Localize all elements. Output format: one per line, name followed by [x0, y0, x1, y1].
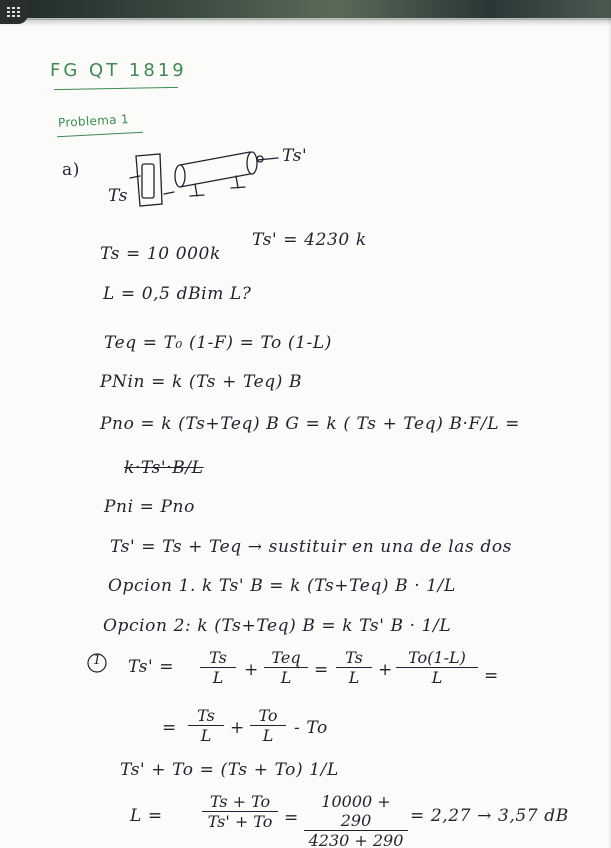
fraction-numerator: 10000 + 290 [304, 792, 408, 831]
teq-equation: Teq = T₀ (1-F) = To (1-L) [104, 333, 333, 353]
given-ts: Ts = 10 000k [100, 244, 221, 264]
pnin-equation: PNin = k (Ts + Teq) B [100, 372, 303, 392]
fraction-to-1-l-over-l [396, 648, 478, 687]
plus-sign: + [230, 718, 245, 738]
fraction-ts-over-l [336, 648, 372, 687]
fraction-denominator: L [348, 668, 360, 687]
fraction-denominator: L [212, 668, 224, 687]
step3-equation: Ts' + To = (Ts + To) 1/L [120, 760, 339, 780]
fraction-denominator: Ts' + To [207, 812, 273, 831]
problem-underline [57, 132, 143, 137]
circled-number: 1 [93, 653, 102, 668]
plus-sign: + [244, 660, 259, 680]
option-1: Opcion 1. k Ts' B = k (Ts+Teq) B · 1/L [108, 576, 456, 596]
step4-lhs: L = [130, 806, 163, 826]
pni-equals-pno: Pni = Pno [104, 497, 195, 517]
problem-label: Problema 1 [57, 112, 130, 130]
scan-top-band [0, 0, 611, 20]
struck-expression: k·Ts'·B/L [124, 458, 204, 478]
plus-sign: + [378, 660, 393, 680]
given-ts-prime: Ts' = 4230 k [252, 230, 367, 250]
title-underline [54, 87, 178, 90]
fraction-denominator: L [280, 668, 292, 687]
minus-to: - To [294, 718, 328, 738]
step1-lhs: Ts' = [128, 657, 175, 677]
equals-sign: = [314, 660, 329, 680]
fraction-numerator: Ts [188, 706, 224, 726]
fraction-to-over-l [250, 706, 286, 745]
fraction-numerator: Teq [264, 648, 308, 668]
equals-sign: = [284, 808, 299, 828]
fraction-ts-over-l [188, 706, 224, 745]
fraction-numerator: To [250, 706, 286, 726]
equals-sign: = [484, 666, 499, 686]
attenuator-diagram [100, 138, 290, 218]
equals-sign: = [162, 718, 177, 738]
fraction-teq-over-l [264, 648, 308, 687]
part-label: a) [62, 160, 80, 180]
fraction-numeric-values [304, 792, 408, 848]
fraction-denominator: L [200, 726, 212, 745]
scan-shadow [0, 18, 611, 26]
keypad-icon [0, 0, 28, 24]
fraction-numerator: To(1-L) [396, 648, 478, 668]
ts-prime-equation: Ts' = Ts + Teq → sustituir en una de las dos [110, 537, 512, 557]
fraction-loss-formula [202, 792, 278, 831]
fraction-numerator: Ts [200, 648, 236, 668]
pno-equation: Pno = k (Ts+Teq) B G = k ( Ts + Teq) B·F/L = [100, 414, 520, 434]
given-loss: L = 0,5 dBim L? [103, 284, 252, 304]
fraction-denominator: 4230 + 290 [308, 831, 404, 848]
ts-label: Ts [108, 186, 129, 206]
option-2: Opcion 2: k (Ts+Teq) B = k Ts' B · 1/L [103, 616, 452, 636]
ts-prime-label: Ts' [282, 146, 308, 166]
fraction-numerator: Ts + To [202, 792, 278, 812]
fraction-ts-over-l [200, 648, 236, 687]
page-title: FG QT 1819 [50, 60, 187, 81]
final-result: = 2,27 → 3,57 dB [410, 806, 569, 826]
fraction-numerator: Ts [336, 648, 372, 668]
fraction-denominator: L [262, 726, 274, 745]
fraction-denominator: L [431, 668, 443, 687]
